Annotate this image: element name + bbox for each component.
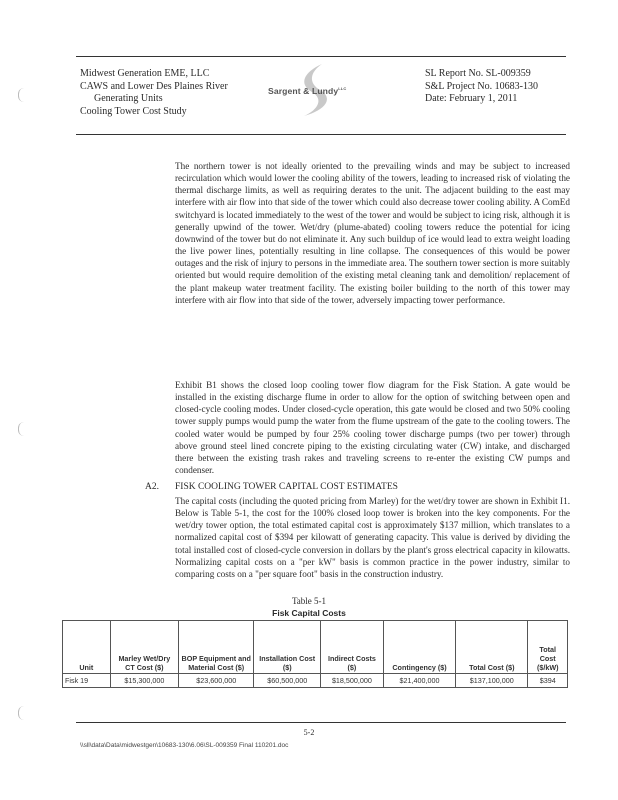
column-header-bop-cost: BOP Equipment and Material Cost ($) [178, 621, 253, 674]
cell-total-cost-per-kw: $394 [528, 674, 568, 688]
section-number: A2. [145, 482, 159, 492]
header-rule-bottom [76, 134, 566, 135]
cell-contingency: $21,400,000 [383, 674, 455, 688]
table-title: Fisk Capital Costs [272, 608, 346, 618]
header-rule-top [76, 56, 566, 57]
table-header-row [63, 621, 568, 674]
table-row [63, 674, 568, 688]
column-header-installation-cost: Installation Cost ($) [254, 621, 321, 674]
header-study-title: Cooling Tower Cost Study [80, 105, 187, 117]
cell-installation-cost: $60,500,000 [254, 674, 321, 688]
file-path: \\sll\data\Data\midwestgen\10683-130\6.06\SL-009359 Final 110201.doc [80, 742, 289, 749]
table-number: Table 5-1 [291, 596, 327, 606]
binder-hole-bottom [18, 706, 25, 720]
paragraph-tower-siting: The northern tower is not ideally oriented to the prevailing winds and may be subject to increased recirculation which would lower the cooling ability of the towers, leading to increased risk of violating the thermal discharge limits, as well as requiring derates to the unit. The adjacent building to the east may interfere with air flow into that side of the tower which could also decrease tower cooling ability. A ComEd switchyard is located immediately to the west of the tower and would be subject to icing risk, although it is generally upwind of the tower. Wet/dry (plume-abated) cooling towers reduce the potential for icing downwind of the tower but do not eliminate it. Any such buildup of ice would lead to extra weight loading the live power lines, potentially resulting in line collapse. The consequences of this would be power outages and the risk of injury to persons in the immediate area. The southern tower section is more suitably oriented but would require demolition of the existing metal cleaning tank and demolition/ replacement of the plant makeup water treatment facility. The existing boiler building to the north of this tower may interfere with air flow into that side of the tower, adversely impacting tower performance. [175, 161, 570, 305]
column-header-marley-cost: Marley Wet/Dry CT Cost ($) [110, 621, 178, 674]
paragraph-flow-diagram: Exhibit B1 shows the closed loop cooling tower flow diagram for the Fisk Station. A gate would be installed in the existing discharge flume in order to allow for the option of switching between open and closed-cycle cooling modes. Under closed-cycle operation, this gate would be closed and two 50% cooling tower supply pumps would pump the water from the flume upstream of the gate to the cooling towers. The cooled water would be pumped by four 25% cooling tower discharge pumps (two per tower) through above ground steel lined concrete piping to the existing circulating water (CW) intake, and discharged there between the existing trash rakes and traveling screens to re-enter the existing CW pumps and condenser. [175, 380, 570, 476]
cell-indirect-cost: $18,500,000 [320, 674, 383, 688]
paragraph-capital-costs: The capital costs (including the quoted pricing from Marley) for the wet/dry tower are shown in Exhibit I1. Below is Table 5-1, the cost for the 100% closed loop tower is broken into the key components. For the wet/dry tower option, the total estimated capital cost is approximately $137 million, which translates to a normalized capital cost of $394 per kilowatt of generating capacity. This value is derived by dividing the total installed cost of closed-cycle conversion in dollars by the plant's gross electrical capacity in kilowatts. Normalizing capital costs on a "per kW" basis is common practice in the power industry, similar to comparing costs on a "per square foot" basis in the construction industry. [175, 496, 570, 579]
cell-bop-cost: $23,600,000 [178, 674, 253, 688]
cell-marley-cost: $15,300,000 [110, 674, 178, 688]
column-header-indirect-cost: Indirect Costs ($) [320, 621, 383, 674]
header-project-subtitle: Generating Units [94, 93, 163, 105]
header-client-block [80, 68, 228, 118]
company-logo-text: Sargent & Lundy$^{LLC}$ [268, 86, 347, 96]
header-client-name: Midwest Generation EME, LLC [80, 68, 210, 79]
cell-unit: Fisk 19 [63, 674, 111, 688]
header-project-number: S&L Project No. 10683-130 [425, 80, 538, 92]
binder-hole-top [18, 88, 25, 102]
header-report-block [425, 68, 538, 106]
header-date: Date: February 1, 2011 [425, 93, 518, 105]
header-project-name: CAWS and Lower Des Plaines River [80, 80, 228, 92]
capital-cost-table [62, 620, 568, 688]
cell-total-cost: $137,100,000 [456, 674, 528, 688]
header-report-number: SL Report No. SL-009359 [425, 68, 531, 79]
binder-hole-middle [18, 422, 25, 436]
section-title: FISK COOLING TOWER CAPITAL COST ESTIMATES [175, 482, 398, 492]
column-header-total-cost: Total Cost ($) [456, 621, 528, 674]
column-header-total-cost-per-kw: Total Cost ($/kW) [528, 621, 568, 674]
page-number: 5-2 [303, 728, 315, 737]
column-header-unit: Unit [63, 621, 111, 674]
column-header-contingency: Contingency ($) [383, 621, 455, 674]
footer-rule [76, 722, 566, 723]
